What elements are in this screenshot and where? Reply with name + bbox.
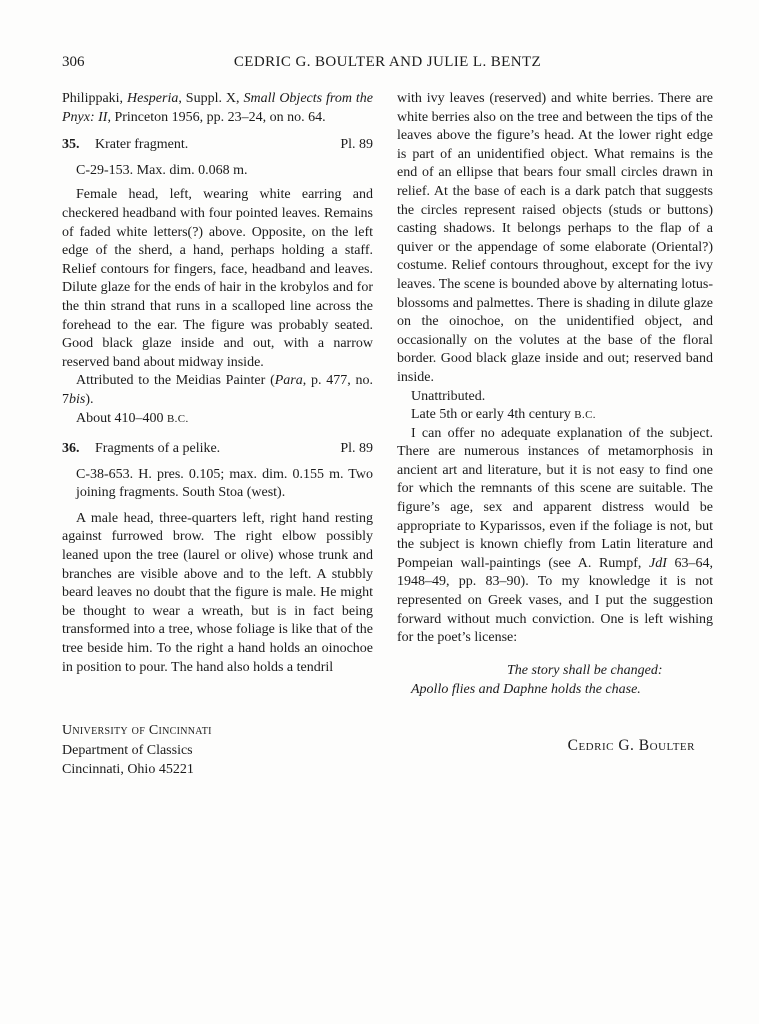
entry-title: Fragments of a pelike. [95,441,221,457]
verse-quotation [411,661,713,700]
entry-title: Krater fragment. [95,137,189,153]
entry-35-dimensions: C-29-153. Max. dim. 0.068 m. [76,162,248,178]
right-column [397,90,713,780]
page-number: 306 [62,54,85,70]
date-note: Late 5th or early 4th century B.C. [411,407,596,423]
institution-name: University of Cincinnati [62,723,212,739]
running-title: CEDRIC G. BOULTER AND JULIE L. BENTZ [233,54,542,70]
entry-number: 35. [62,137,80,153]
commentary-paragraph: I can offer no adequate explanation of the subject. There are numerous instances of metamorphosis in ancient art and literature, but it is not easy to find one for which the remnants of this scene are suitable. The figure’s age, sex and apparent distress would be appropriate to Kyparissos, even if the foliage is not, but the subject is known chiefly from Latin literature and Pompeian wall-paintings (see A. Rumpf, JdI 63–64, 1948–49, pp. 83–90). To my knowledge it is not represented on Greek vases, and I put the suggestion forward without much conviction. One is left wishing for the poet’s license: [397,425,713,646]
entry-35-date: About 410–400 B.C. [76,410,189,426]
two-column-body [62,90,713,780]
plate-reference: Pl. 89 [340,441,373,457]
continuation-paragraph: with ivy leaves (reserved) and white berries. There are white berries also on the tree and between the tips of the leaves above the figure’s head. At the lower right edge is part of an unidentified object. What remains is the end of an ellipse that bears four small circles drawn in relief. At the base of each is a dark patch that suggests the circles represent raised objects (studs or buttons) casting shadows. It belongs perhaps to the flap of a quiver or the appendage of some elaborate (Oriental?) costume. Relief contours throughout, except for the ivy leaves. The scene is bounded above by alternating lotus-blossoms and palmettes. There is shading in dilute glaze on the oinochoe, on the unidentified object, and occasionally on the volutes at the base of the floral border. Good black glaze inside and out; reserved band inside. [397,91,713,385]
verse-line: The story shall be changed: [507,662,663,678]
verse-line: Apollo flies and Daphne holds the chase. [411,682,641,698]
institution-address: Cincinnati, Ohio 45221 [62,762,194,778]
catalogue-entry-36-heading [62,440,373,459]
entry-number: 36. [62,441,80,457]
continuation-paragraph: Philippaki, Hesperia, Suppl. X, Small Objects from the Pnyx: II, Princeton 1956, pp. 23–24, on no. 64. [62,91,374,125]
catalogue-entry-35-heading [62,136,373,155]
attribution-note: Unattributed. [411,388,486,404]
author-affiliation [62,721,373,780]
author-signature: Cedric G. Boulter [567,736,695,754]
department-name: Department of Classics [62,742,193,758]
entry-36-description: A male head, three-quarters left, right hand resting against furrowed brow. The right elbow possibly leaned upon the tree (laurel or olive) whose trunk and branches are visible above and to the left. A stubbly beard leaves no doubt that the figure is male. He might be thought to wear a wreath, but is in fact being transformed into a tree, whose foliage is like that of the tree beside him. To the right a hand holds an oinochoe in position to pour. The hand also holds a tendril [62,510,373,675]
entry-35-description: Female head, left, wearing white earring and checkered headband with four pointed leaves. Remains of faded white letters(?) above. Opposite, on the left edge of the sherd, a hand, perhaps holding a staff. Relief contours for fingers, face, headband and leaves. Dilute glaze for the ends of hair in the krobylos and for the thin strand that runs in a scalloped line across the forehead to the ear. The figure was probably seated. Good black glaze inside and out, with a narrow reserved band about midway inside. [62,187,373,370]
running-head [62,53,713,75]
entry-35-attribution: Attributed to the Meidias Painter (Para, p. 477, no. 7bis). [62,373,373,407]
left-column [62,90,373,780]
entry-36-dimensions: C-38-653. H. pres. 0.105; max. dim. 0.155 m. Two joining fragments. South Stoa (west). [76,466,373,501]
plate-reference: Pl. 89 [340,137,373,153]
